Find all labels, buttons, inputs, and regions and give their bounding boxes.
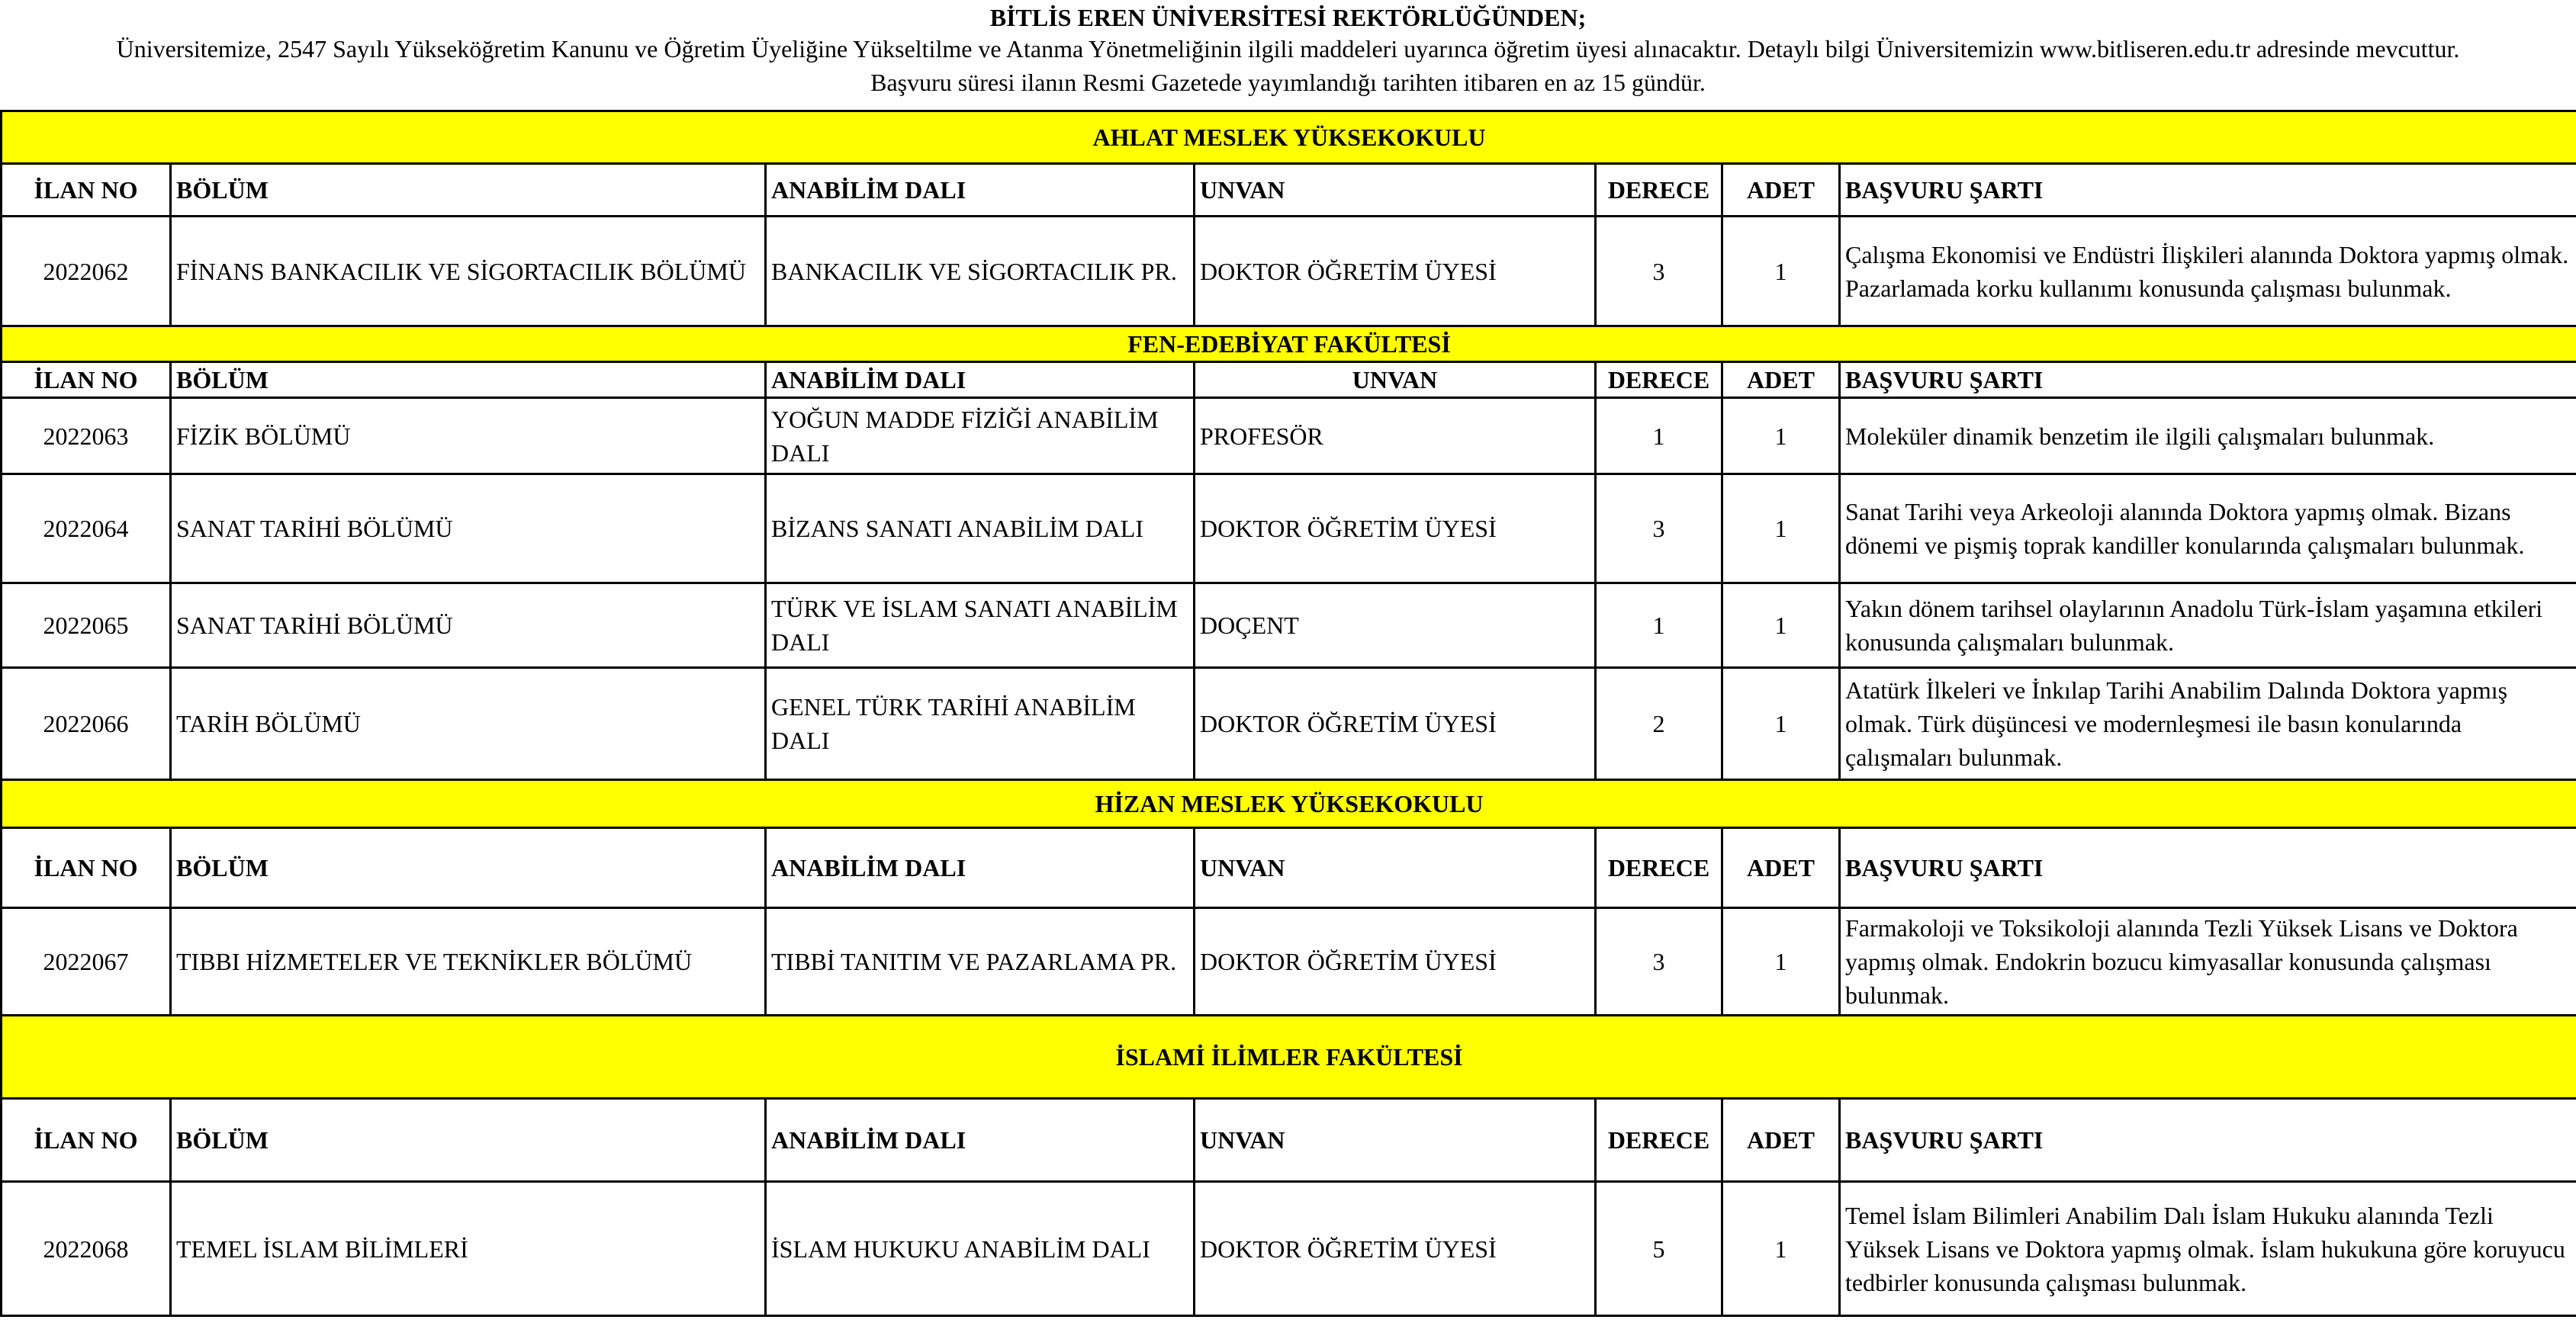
- table-row: [2, 217, 2576, 326]
- col-bolum: BÖLÜM: [171, 164, 766, 217]
- cell-ilan-no: 2022062: [2, 217, 171, 326]
- col-sart: BAŞVURU ŞARTI: [1840, 164, 2576, 217]
- table-row: [2, 474, 2576, 583]
- column-header-row: [2, 362, 2576, 398]
- col-ilan-no: İLAN NO: [2, 164, 171, 217]
- section-header-fen-edebiyat: [2, 326, 2576, 362]
- table-row: [2, 398, 2576, 474]
- cell-bolum: TIBBI HİZMETELER VE TEKNİKLER BÖLÜMÜ: [171, 908, 766, 1016]
- cell-anabilim: İSLAM HUKUKU ANABİLİM DALI: [766, 1182, 1195, 1316]
- col-anabilim: ANABİLİM DALI: [766, 362, 1195, 398]
- col-bolum: BÖLÜM: [171, 1099, 766, 1182]
- cell-unvan: PROFESÖR: [1195, 398, 1596, 474]
- col-anabilim: ANABİLİM DALI: [766, 164, 1195, 217]
- cell-unvan: DOÇENT: [1195, 583, 1596, 668]
- cell-bolum: SANAT TARİHİ BÖLÜMÜ: [171, 583, 766, 668]
- col-sart: BAŞVURU ŞARTI: [1840, 362, 2576, 398]
- col-unvan: UNVAN: [1195, 164, 1596, 217]
- cell-adet: 1: [1722, 217, 1840, 326]
- cell-adet: 1: [1722, 398, 1840, 474]
- col-ilan-no: İLAN NO: [2, 828, 171, 908]
- section-title: İSLAMİ İLİMLER FAKÜLTESİ: [2, 1016, 2576, 1099]
- cell-sart: Yakın dönem tarihsel olaylarının Anadolu Türk-İslam yaşamına etkileri konusunda çalışmaları bulunmak.: [1840, 583, 2576, 668]
- section-header-hizan: [2, 780, 2576, 828]
- cell-unvan: DOKTOR ÖĞRETİM ÜYESİ: [1195, 668, 1596, 780]
- cell-bolum: FİZİK BÖLÜMÜ: [171, 398, 766, 474]
- cell-derece: 1: [1596, 583, 1722, 668]
- cell-derece: 2: [1596, 668, 1722, 780]
- section-title: HİZAN MESLEK YÜKSEKOKULU: [2, 780, 2576, 828]
- col-unvan: UNVAN: [1195, 828, 1596, 908]
- cell-adet: 1: [1722, 583, 1840, 668]
- col-bolum: BÖLÜM: [171, 362, 766, 398]
- cell-bolum: SANAT TARİHİ BÖLÜMÜ: [171, 474, 766, 583]
- cell-ilan-no: 2022068: [2, 1182, 171, 1316]
- section-header-ahlat: [2, 111, 2576, 164]
- col-ilan-no: İLAN NO: [2, 1099, 171, 1182]
- cell-anabilim: BANKACILIK VE SİGORTACILIK PR.: [766, 217, 1195, 326]
- table-row: [2, 668, 2576, 780]
- col-derece: DERECE: [1596, 1099, 1722, 1182]
- column-header-row: [2, 828, 2576, 908]
- announcement-title: BİTLİS EREN ÜNİVERSİTESİ REKTÖRLÜĞÜNDEN;: [989, 4, 1587, 31]
- cell-unvan: DOKTOR ÖĞRETİM ÜYESİ: [1195, 908, 1596, 1016]
- announcement-intro: Üniversitemize, 2547 Sayılı Yükseköğretim Kanunu ve Öğretim Üyeliğine Yükseltilme ve Atanma Yönetmeliğinin ilgili maddeleri uyarınca öğretim üyesi alınacaktır. Detaylı bilgi Üniversitemizin www.bitliseren.edu.tr adresinde mevcuttur.: [116, 35, 2460, 63]
- table-row: [2, 583, 2576, 668]
- cell-sart: Moleküler dinamik benzetim ile ilgili çalışmaları bulunmak.: [1840, 398, 2576, 474]
- cell-ilan-no: 2022067: [2, 908, 171, 1016]
- col-adet: ADET: [1722, 164, 1840, 217]
- cell-derece: 3: [1596, 217, 1722, 326]
- cell-sart: Atatürk İlkeleri ve İnkılap Tarihi Anabilim Dalında Doktora yapmış olmak. Türk düşüncesi ve modernleşmesi ile basın konularında çalışmaları bulunmak.: [1840, 668, 2576, 780]
- cell-adet: 1: [1722, 668, 1840, 780]
- cell-anabilim: TIBBİ TANITIM VE PAZARLAMA PR.: [766, 908, 1195, 1016]
- cell-unvan: DOKTOR ÖĞRETİM ÜYESİ: [1195, 217, 1596, 326]
- cell-adet: 1: [1722, 908, 1840, 1016]
- cell-sart: Temel İslam Bilimleri Anabilim Dalı İslam Hukuku alanında Tezli Yüksek Lisans ve Doktora yapmış olmak. İslam hukukuna göre koruyucu tedbirler konusunda çalışması bulunmak.: [1840, 1182, 2576, 1316]
- col-anabilim: ANABİLİM DALI: [766, 1099, 1195, 1182]
- cell-anabilim: TÜRK VE İSLAM SANATI ANABİLİM DALI: [766, 583, 1195, 668]
- cell-sart: Çalışma Ekonomisi ve Endüstri İlişkileri alanında Doktora yapmış olmak. Pazarlamada korku kullanımı konusunda çalışması bulunmak.: [1840, 217, 2576, 326]
- col-derece: DERECE: [1596, 828, 1722, 908]
- cell-derece: 3: [1596, 908, 1722, 1016]
- col-bolum: BÖLÜM: [171, 828, 766, 908]
- col-unvan: UNVAN: [1195, 1099, 1596, 1182]
- cell-anabilim: GENEL TÜRK TARİHİ ANABİLİM DALI: [766, 668, 1195, 780]
- col-derece: DERECE: [1596, 362, 1722, 398]
- cell-bolum: TARİH BÖLÜMÜ: [171, 668, 766, 780]
- column-header-row: [2, 1099, 2576, 1182]
- col-derece: DERECE: [1596, 164, 1722, 217]
- col-adet: ADET: [1722, 828, 1840, 908]
- col-adet: ADET: [1722, 1099, 1840, 1182]
- cell-bolum: TEMEL İSLAM BİLİMLERİ: [171, 1182, 766, 1316]
- cell-anabilim: BİZANS SANATI ANABİLİM DALI: [766, 474, 1195, 583]
- cell-derece: 5: [1596, 1182, 1722, 1316]
- col-sart: BAŞVURU ŞARTI: [1840, 828, 2576, 908]
- section-header-islami-ilimler: [2, 1016, 2576, 1099]
- col-anabilim: ANABİLİM DALI: [766, 828, 1195, 908]
- section-title: AHLAT MESLEK YÜKSEKOKULU: [2, 111, 2576, 164]
- section-title: FEN-EDEBİYAT FAKÜLTESİ: [2, 326, 2576, 362]
- table-row: [2, 908, 2576, 1016]
- positions-table: [0, 110, 2576, 1317]
- cell-sart: Sanat Tarihi veya Arkeoloji alanında Doktora yapmış olmak. Bizans dönemi ve pişmiş toprak kandiller konularında çalışmaları bulunmak.: [1840, 474, 2576, 583]
- col-sart: BAŞVURU ŞARTI: [1840, 1099, 2576, 1182]
- cell-derece: 3: [1596, 474, 1722, 583]
- cell-ilan-no: 2022065: [2, 583, 171, 668]
- table-row: [2, 1182, 2576, 1316]
- col-adet: ADET: [1722, 362, 1840, 398]
- cell-derece: 1: [1596, 398, 1722, 474]
- cell-unvan: DOKTOR ÖĞRETİM ÜYESİ: [1195, 1182, 1596, 1316]
- col-unvan: UNVAN: [1195, 362, 1596, 398]
- cell-sart: Farmakoloji ve Toksikoloji alanında Tezli Yüksek Lisans ve Doktora yapmış olmak. Endokrin bozucu kimyasallar konusunda çalışması bulunmak.: [1840, 908, 2576, 1016]
- cell-unvan: DOKTOR ÖĞRETİM ÜYESİ: [1195, 474, 1596, 583]
- cell-ilan-no: 2022063: [2, 398, 171, 474]
- cell-adet: 1: [1722, 474, 1840, 583]
- column-header-row: [2, 164, 2576, 217]
- cell-adet: 1: [1722, 1182, 1840, 1316]
- cell-anabilim: YOĞUN MADDE FİZİĞİ ANABİLİM DALI: [766, 398, 1195, 474]
- cell-bolum: FİNANS BANKACILIK VE SİGORTACILIK BÖLÜMÜ: [171, 217, 766, 326]
- cell-ilan-no: 2022066: [2, 668, 171, 780]
- announcement-deadline: Başvuru süresi ilanın Resmi Gazetede yayımlandığı tarihten itibaren en az 15 gündür.: [870, 69, 1706, 96]
- cell-ilan-no: 2022064: [2, 474, 171, 583]
- col-ilan-no: İLAN NO: [2, 362, 171, 398]
